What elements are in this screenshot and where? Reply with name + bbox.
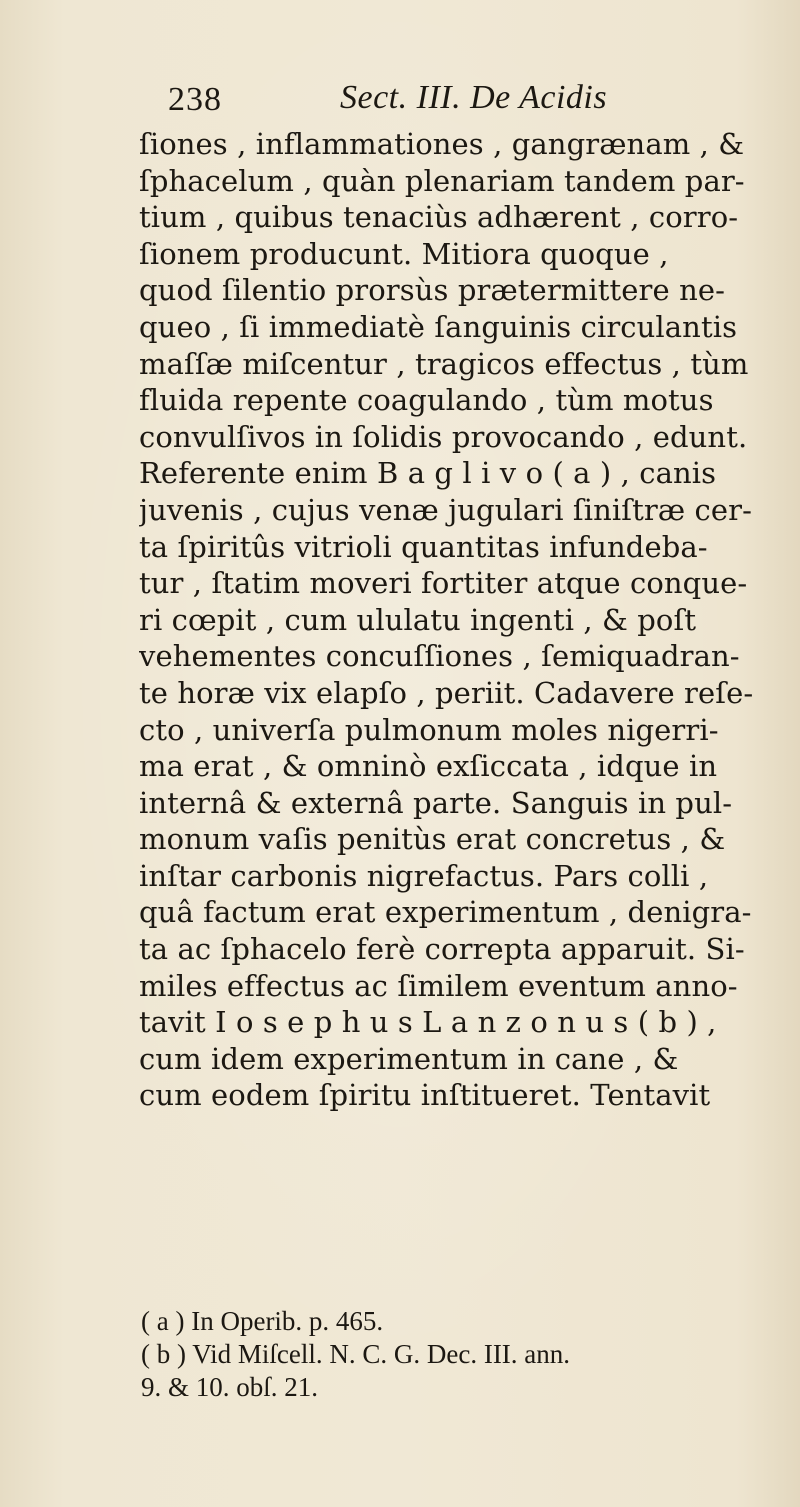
text-line: Referente enim B a g l i v o ( a ) , canis [139,456,717,491]
text-line: tavit I o s e p h u s L a n z o n u s ( b ) , [139,1005,717,1040]
text-line: inſtar carbonis nigrefactus. Pars colli , [139,858,709,893]
text-line: quâ factum erat experimentum , denigra- [139,895,752,930]
text-line: cum eodem ſpiritu inſtitueret. Tentavit [139,1078,711,1113]
text-line: juvenis , cujus venæ jugulari ſiniſtræ cer- [139,492,752,527]
text-line: ſiones , inflammationes , gangrænam , & [139,127,745,161]
body-text [139,126,769,1114]
footnotes [141,1305,771,1404]
text-line: cum idem experimentum in cane , & [139,1041,679,1076]
text-line: internâ & externâ parte. Sanguis in pul- [139,785,733,820]
text-line: convulſivos in ſolidis provocando , edunt. [139,419,748,454]
text-line: tium , quibus tenaciùs adhærent , corro- [139,200,739,235]
text-line: vehementes concuſſiones , ſemiquadran- [139,639,740,674]
footnote-a: ( a ) In Operib. p. 465. [141,1306,384,1336]
text-line: fluida repente coagulando , tùm motus [139,383,714,418]
page-number: 238 [168,81,222,118]
text-line: maſſæ miſcentur , tragicos effectus , tùm [139,346,749,381]
text-line: miles effectus ac ſimilem eventum anno- [139,968,738,1003]
text-line: ſphacelum , quàn plenariam tandem par- [139,163,745,198]
footnote-b: ( b ) Vid Miſcell. N. C. G. Dec. III. ann. [141,1339,571,1369]
text-line: queo , ſi immediatè ſanguinis circulantis [139,309,738,344]
text-line: ſionem producunt. Mitiora quoque , [139,236,669,271]
text-line: ta ac ſphacelo ferè correpta apparuit. Si- [139,932,745,967]
text-line: ma erat , & omninò exſiccata , idque in [139,749,718,784]
text-line: cto , univerſa pulmonum moles nigerri- [139,712,719,747]
footnote-b-continued: 9. & 10. obſ. 21. [141,1372,319,1402]
text-line: te horæ vix elapſo , periit. Cadavere reſe- [139,675,754,710]
page-header [168,78,688,122]
text-line: ri cœpit , cum ululatu ingenti , & poſt [139,602,697,637]
running-head: Sect. III. De Acidis [340,79,608,116]
text-line: tur , ſtatim moveri fortiter atque conque- [139,566,748,601]
text-line: monum vaſis penitùs erat concretus , & [139,822,726,857]
text-line: ta ſpiritûs vitrioli quantitas infundeba- [139,529,708,564]
text-line: quod ſilentio prorsùs prætermittere ne- [139,273,726,308]
